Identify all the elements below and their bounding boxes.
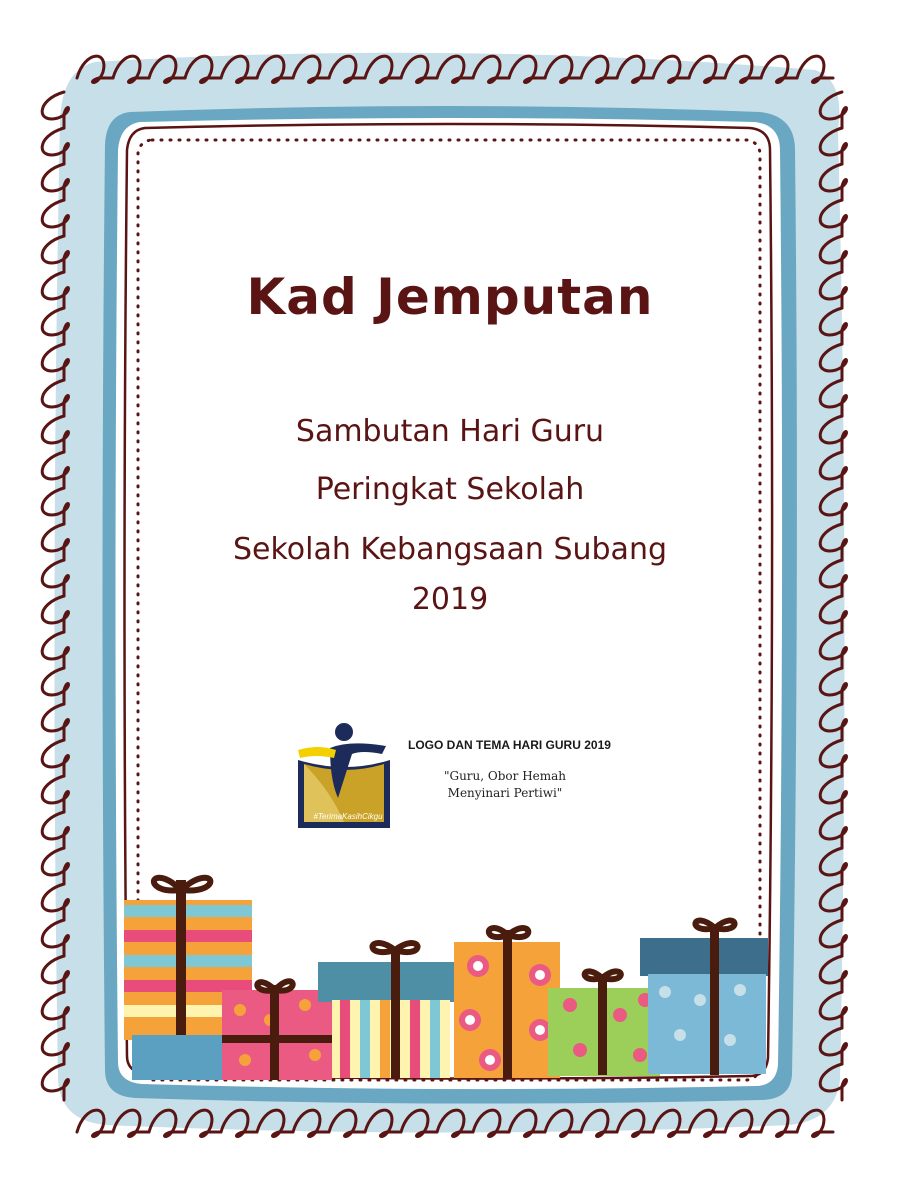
school-name: Sekolah Kebangsaan Subang xyxy=(232,532,668,567)
polka-dot-gift-icon xyxy=(222,985,332,1080)
theme-line-1: "Guru, Obor Hemah xyxy=(443,769,567,783)
logo-caption: LOGO DAN TEMA HARI GURU 2019 xyxy=(408,738,611,752)
card-title: Kad Jemputan xyxy=(246,268,654,326)
logo-hashtag: #TerimaKasihCikgu xyxy=(313,812,383,821)
event-year: 2019 xyxy=(411,582,489,617)
floral-gift-icon xyxy=(548,975,660,1076)
polka-dot-gift-icon-2 xyxy=(454,930,560,1078)
event-name: Sambutan Hari Guru xyxy=(295,414,605,449)
hari-guru-logo-block xyxy=(290,720,620,845)
striped-gift-icon-2 xyxy=(318,948,456,1078)
logo-theme xyxy=(410,768,600,802)
hari-guru-logo-icon xyxy=(290,720,400,840)
theme-line-2: Menyinari Pertiwi" xyxy=(447,786,563,800)
polka-dot-gift-icon-3 xyxy=(640,925,768,1075)
event-level: Peringkat Sekolah xyxy=(315,472,585,507)
